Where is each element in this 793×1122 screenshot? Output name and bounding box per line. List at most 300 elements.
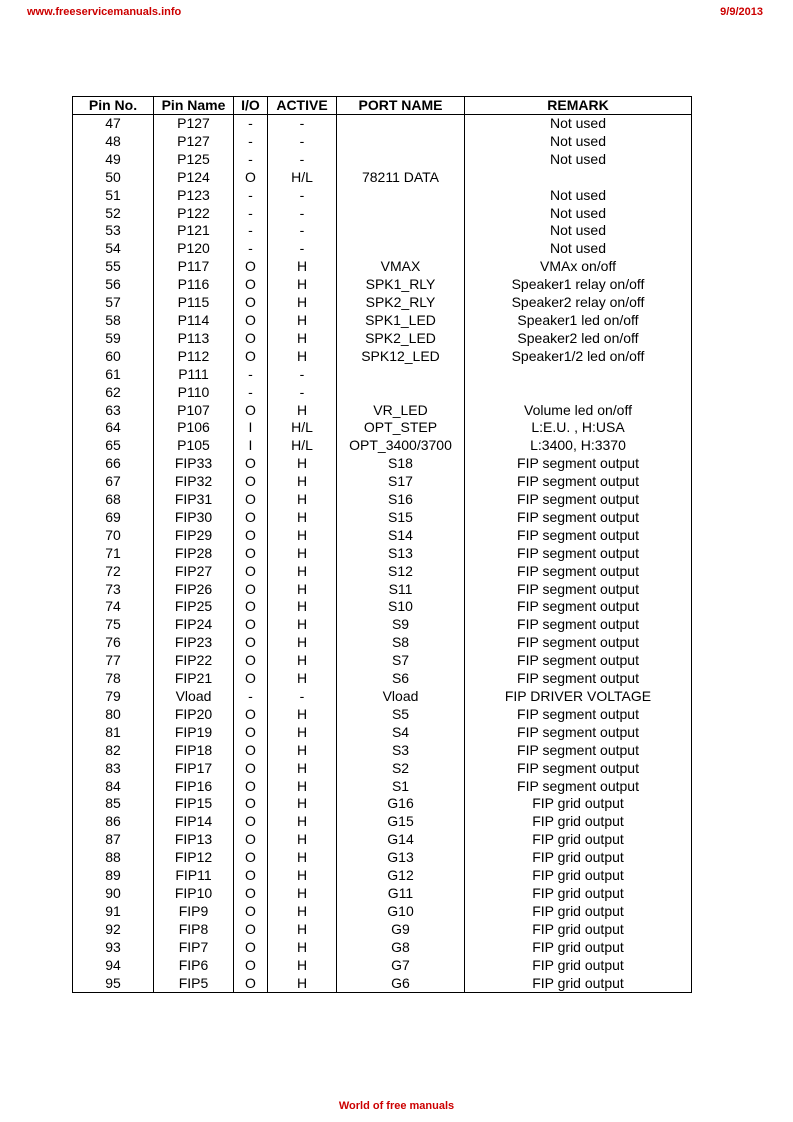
port-name-cell: G9 <box>337 921 465 939</box>
remark-cell: FIP segment output <box>465 670 692 688</box>
pin-name-cell: FIP28 <box>154 545 234 563</box>
active-cell: H <box>268 491 337 509</box>
remark-cell: L:3400, H:3370 <box>465 437 692 455</box>
active-cell: H <box>268 939 337 957</box>
pin-no-cell: 85 <box>73 795 154 813</box>
pin-name-cell: FIP19 <box>154 724 234 742</box>
pin-name-cell: P120 <box>154 240 234 258</box>
pin-name-cell: P117 <box>154 258 234 276</box>
table-row <box>73 348 692 366</box>
port-name-cell <box>337 205 465 223</box>
pin-name-cell: FIP21 <box>154 670 234 688</box>
remark-cell: Not used <box>465 187 692 205</box>
pin-no-cell: 69 <box>73 509 154 527</box>
io-cell: O <box>234 616 268 634</box>
active-cell: H <box>268 849 337 867</box>
active-cell: H/L <box>268 169 337 187</box>
pin-no-cell: 56 <box>73 276 154 294</box>
active-cell: H <box>268 294 337 312</box>
table-row <box>73 545 692 563</box>
table-row <box>73 778 692 796</box>
io-cell: O <box>234 527 268 545</box>
pin-no-cell: 81 <box>73 724 154 742</box>
port-name-cell: S5 <box>337 706 465 724</box>
port-name-cell: G6 <box>337 975 465 993</box>
pin-name-cell: FIP10 <box>154 885 234 903</box>
table-row <box>73 455 692 473</box>
pin-no-cell: 48 <box>73 133 154 151</box>
active-cell: - <box>268 115 337 133</box>
active-cell: H <box>268 312 337 330</box>
table-row <box>73 169 692 187</box>
port-name-cell: S18 <box>337 455 465 473</box>
io-cell: O <box>234 491 268 509</box>
active-cell: H <box>268 706 337 724</box>
remark-cell: FIP segment output <box>465 527 692 545</box>
active-cell: H <box>268 581 337 599</box>
remark-cell: Speaker1 relay on/off <box>465 276 692 294</box>
port-name-cell <box>337 384 465 402</box>
pin-name-cell: P122 <box>154 205 234 223</box>
pin-no-cell: 51 <box>73 187 154 205</box>
active-cell: H <box>268 402 337 420</box>
table-row <box>73 222 692 240</box>
active-cell: H <box>268 276 337 294</box>
remark-cell: FIP segment output <box>465 455 692 473</box>
pin-name-cell: P105 <box>154 437 234 455</box>
io-cell: - <box>234 187 268 205</box>
active-cell: H <box>268 760 337 778</box>
pin-name-cell: FIP8 <box>154 921 234 939</box>
pin-name-cell: FIP15 <box>154 795 234 813</box>
remark-cell: FIP segment output <box>465 706 692 724</box>
active-cell: - <box>268 222 337 240</box>
pin-no-cell: 70 <box>73 527 154 545</box>
remark-cell: FIP grid output <box>465 957 692 975</box>
remark-cell: FIP segment output <box>465 598 692 616</box>
io-cell: O <box>234 885 268 903</box>
io-cell: O <box>234 276 268 294</box>
pin-name-cell: FIP26 <box>154 581 234 599</box>
pin-no-cell: 88 <box>73 849 154 867</box>
remark-cell: VMAx on/off <box>465 258 692 276</box>
remark-cell: FIP grid output <box>465 867 692 885</box>
port-name-cell: VR_LED <box>337 402 465 420</box>
table-row <box>73 133 692 151</box>
active-cell: H <box>268 957 337 975</box>
table-row <box>73 151 692 169</box>
col-header-active: ACTIVE <box>268 97 337 115</box>
io-cell: O <box>234 402 268 420</box>
remark-cell: Not used <box>465 151 692 169</box>
pin-name-cell: FIP12 <box>154 849 234 867</box>
io-cell: - <box>234 240 268 258</box>
pin-name-cell: FIP27 <box>154 563 234 581</box>
io-cell: O <box>234 957 268 975</box>
port-name-cell: VMAX <box>337 258 465 276</box>
table-body <box>73 115 692 993</box>
remark-cell: FIP grid output <box>465 795 692 813</box>
pin-no-cell: 83 <box>73 760 154 778</box>
io-cell: O <box>234 473 268 491</box>
table-row <box>73 437 692 455</box>
io-cell: - <box>234 133 268 151</box>
active-cell: H <box>268 563 337 581</box>
pin-no-cell: 55 <box>73 258 154 276</box>
io-cell: O <box>234 598 268 616</box>
pin-name-cell: FIP18 <box>154 742 234 760</box>
port-name-cell: G12 <box>337 867 465 885</box>
active-cell: H <box>268 885 337 903</box>
col-header-port-name: PORT NAME <box>337 97 465 115</box>
remark-cell: FIP segment output <box>465 491 692 509</box>
table-row <box>73 831 692 849</box>
pin-name-cell: P125 <box>154 151 234 169</box>
table-row <box>73 366 692 384</box>
remark-cell: FIP grid output <box>465 849 692 867</box>
footer-text: World of free manuals <box>338 1100 455 1112</box>
port-name-cell: SPK12_LED <box>337 348 465 366</box>
port-name-cell: S16 <box>337 491 465 509</box>
remark-cell: FIP segment output <box>465 545 692 563</box>
port-name-cell: 78211 DATA <box>337 169 465 187</box>
io-cell: - <box>234 366 268 384</box>
io-cell: O <box>234 724 268 742</box>
pin-name-cell: FIP7 <box>154 939 234 957</box>
io-cell: O <box>234 903 268 921</box>
pin-name-cell: P115 <box>154 294 234 312</box>
pin-no-cell: 60 <box>73 348 154 366</box>
port-name-cell: SPK1_RLY <box>337 276 465 294</box>
pin-name-cell: FIP32 <box>154 473 234 491</box>
col-header-pin-name: Pin Name <box>154 97 234 115</box>
table-row <box>73 258 692 276</box>
port-name-cell: S3 <box>337 742 465 760</box>
port-name-cell: G7 <box>337 957 465 975</box>
active-cell: H <box>268 795 337 813</box>
table-row <box>73 688 692 706</box>
port-name-cell <box>337 187 465 205</box>
remark-cell: Not used <box>465 205 692 223</box>
port-name-cell: G13 <box>337 849 465 867</box>
table-row <box>73 885 692 903</box>
pin-no-cell: 91 <box>73 903 154 921</box>
col-header-remark: REMARK <box>465 97 692 115</box>
pin-no-cell: 87 <box>73 831 154 849</box>
pin-no-cell: 94 <box>73 957 154 975</box>
port-name-cell: S17 <box>337 473 465 491</box>
pin-no-cell: 78 <box>73 670 154 688</box>
port-name-cell: S12 <box>337 563 465 581</box>
io-cell: - <box>234 151 268 169</box>
active-cell: H <box>268 867 337 885</box>
pin-name-cell: FIP33 <box>154 455 234 473</box>
table-row <box>73 581 692 599</box>
table-row <box>73 402 692 420</box>
pin-no-cell: 49 <box>73 151 154 169</box>
pin-no-cell: 53 <box>73 222 154 240</box>
remark-cell: Speaker2 relay on/off <box>465 294 692 312</box>
pin-no-cell: 64 <box>73 419 154 437</box>
table-row <box>73 849 692 867</box>
io-cell: O <box>234 581 268 599</box>
port-name-cell: S11 <box>337 581 465 599</box>
port-name-cell: S15 <box>337 509 465 527</box>
io-cell: O <box>234 258 268 276</box>
pin-name-cell: FIP13 <box>154 831 234 849</box>
active-cell: H <box>268 545 337 563</box>
pin-name-cell: P127 <box>154 115 234 133</box>
pin-name-cell: FIP31 <box>154 491 234 509</box>
pin-name-cell: P106 <box>154 419 234 437</box>
active-cell: H <box>268 598 337 616</box>
table-row <box>73 384 692 402</box>
pin-no-cell: 59 <box>73 330 154 348</box>
remark-cell: Not used <box>465 222 692 240</box>
remark-cell: FIP segment output <box>465 634 692 652</box>
pin-name-cell: FIP17 <box>154 760 234 778</box>
io-cell: - <box>234 115 268 133</box>
active-cell: H <box>268 670 337 688</box>
io-cell: - <box>234 222 268 240</box>
pin-name-cell: FIP5 <box>154 975 234 993</box>
remark-cell: FIP segment output <box>465 581 692 599</box>
pin-name-cell: FIP6 <box>154 957 234 975</box>
remark-cell: FIP grid output <box>465 903 692 921</box>
pin-no-cell: 84 <box>73 778 154 796</box>
pin-name-cell: FIP22 <box>154 652 234 670</box>
table-row <box>73 760 692 778</box>
active-cell: H <box>268 903 337 921</box>
remark-cell: FIP segment output <box>465 563 692 581</box>
io-cell: O <box>234 509 268 527</box>
table-row <box>73 187 692 205</box>
remark-cell: FIP grid output <box>465 939 692 957</box>
pin-name-cell: FIP23 <box>154 634 234 652</box>
header-date: 9/9/2013 <box>720 6 763 18</box>
port-name-cell: SPK2_RLY <box>337 294 465 312</box>
pin-no-cell: 67 <box>73 473 154 491</box>
port-name-cell: S6 <box>337 670 465 688</box>
table-row <box>73 312 692 330</box>
io-cell: O <box>234 975 268 993</box>
pin-no-cell: 95 <box>73 975 154 993</box>
remark-cell: FIP segment output <box>465 616 692 634</box>
port-name-cell: S4 <box>337 724 465 742</box>
table-row <box>73 706 692 724</box>
active-cell: H <box>268 348 337 366</box>
io-cell: O <box>234 348 268 366</box>
io-cell: O <box>234 760 268 778</box>
io-cell: O <box>234 921 268 939</box>
table-row <box>73 240 692 258</box>
active-cell: - <box>268 688 337 706</box>
port-name-cell: Vload <box>337 688 465 706</box>
remark-cell: Speaker1/2 led on/off <box>465 348 692 366</box>
port-name-cell: SPK1_LED <box>337 312 465 330</box>
pin-no-cell: 79 <box>73 688 154 706</box>
pin-no-cell: 66 <box>73 455 154 473</box>
port-name-cell: S13 <box>337 545 465 563</box>
port-name-cell: S14 <box>337 527 465 545</box>
io-cell: O <box>234 939 268 957</box>
port-name-cell: G8 <box>337 939 465 957</box>
remark-cell: FIP segment output <box>465 778 692 796</box>
pin-name-cell: P110 <box>154 384 234 402</box>
pin-no-cell: 71 <box>73 545 154 563</box>
active-cell: H <box>268 778 337 796</box>
pin-name-cell: FIP16 <box>154 778 234 796</box>
table-row <box>73 616 692 634</box>
pin-name-cell: P113 <box>154 330 234 348</box>
port-name-cell: SPK2_LED <box>337 330 465 348</box>
table-row <box>73 563 692 581</box>
remark-cell: FIP segment output <box>465 652 692 670</box>
port-name-cell: OPT_STEP <box>337 419 465 437</box>
pin-name-cell: P124 <box>154 169 234 187</box>
table-row <box>73 419 692 437</box>
port-name-cell: G14 <box>337 831 465 849</box>
active-cell: H <box>268 634 337 652</box>
pin-no-cell: 92 <box>73 921 154 939</box>
table-row <box>73 813 692 831</box>
header-site-link[interactable]: www.freeservicemanuals.info <box>27 6 182 18</box>
pin-name-cell: P107 <box>154 402 234 420</box>
table-row <box>73 205 692 223</box>
port-name-cell <box>337 366 465 384</box>
pin-no-cell: 80 <box>73 706 154 724</box>
port-name-cell <box>337 115 465 133</box>
pin-no-cell: 57 <box>73 294 154 312</box>
port-name-cell: S9 <box>337 616 465 634</box>
remark-cell: Speaker2 led on/off <box>465 330 692 348</box>
io-cell: O <box>234 706 268 724</box>
table-row <box>73 330 692 348</box>
active-cell: - <box>268 187 337 205</box>
pin-no-cell: 54 <box>73 240 154 258</box>
col-header-io: I/O <box>234 97 268 115</box>
port-name-cell: S7 <box>337 652 465 670</box>
table-row <box>73 975 692 993</box>
port-name-cell: S10 <box>337 598 465 616</box>
table-row <box>73 903 692 921</box>
table-row <box>73 724 692 742</box>
pin-no-cell: 82 <box>73 742 154 760</box>
pin-name-cell: FIP11 <box>154 867 234 885</box>
pin-no-cell: 58 <box>73 312 154 330</box>
table-row <box>73 294 692 312</box>
table-row <box>73 742 692 760</box>
port-name-cell: G15 <box>337 813 465 831</box>
active-cell: H <box>268 509 337 527</box>
active-cell: H <box>268 975 337 993</box>
io-cell: O <box>234 634 268 652</box>
io-cell: O <box>234 563 268 581</box>
active-cell: H <box>268 742 337 760</box>
remark-cell: FIP segment output <box>465 724 692 742</box>
pin-no-cell: 61 <box>73 366 154 384</box>
table-row <box>73 670 692 688</box>
port-name-cell: OPT_3400/3700 <box>337 437 465 455</box>
io-cell: - <box>234 688 268 706</box>
remark-cell: Not used <box>465 133 692 151</box>
remark-cell: FIP segment output <box>465 742 692 760</box>
remark-cell <box>465 366 692 384</box>
pin-no-cell: 62 <box>73 384 154 402</box>
pin-no-cell: 86 <box>73 813 154 831</box>
pin-name-cell: P114 <box>154 312 234 330</box>
remark-cell: FIP grid output <box>465 921 692 939</box>
pin-name-cell: FIP14 <box>154 813 234 831</box>
active-cell: H/L <box>268 419 337 437</box>
io-cell: O <box>234 813 268 831</box>
pin-table <box>72 96 692 993</box>
port-name-cell <box>337 222 465 240</box>
active-cell: H <box>268 616 337 634</box>
pin-name-cell: P127 <box>154 133 234 151</box>
io-cell: O <box>234 455 268 473</box>
table-row <box>73 921 692 939</box>
pin-name-cell: P123 <box>154 187 234 205</box>
table-row <box>73 795 692 813</box>
io-cell: O <box>234 294 268 312</box>
remark-cell <box>465 169 692 187</box>
remark-cell <box>465 384 692 402</box>
pin-no-cell: 77 <box>73 652 154 670</box>
io-cell: O <box>234 795 268 813</box>
port-name-cell: S2 <box>337 760 465 778</box>
active-cell: - <box>268 205 337 223</box>
pin-name-cell: FIP30 <box>154 509 234 527</box>
table-row <box>73 598 692 616</box>
active-cell: - <box>268 384 337 402</box>
remark-cell: FIP grid output <box>465 831 692 849</box>
pin-name-cell: P112 <box>154 348 234 366</box>
port-name-cell <box>337 151 465 169</box>
io-cell: O <box>234 169 268 187</box>
remark-cell: FIP grid output <box>465 813 692 831</box>
pin-no-cell: 75 <box>73 616 154 634</box>
remark-cell: Volume led on/off <box>465 402 692 420</box>
active-cell: - <box>268 151 337 169</box>
port-name-cell <box>337 240 465 258</box>
remark-cell: FIP grid output <box>465 975 692 993</box>
port-name-cell: S8 <box>337 634 465 652</box>
active-cell: H/L <box>268 437 337 455</box>
table-row <box>73 276 692 294</box>
pin-no-cell: 76 <box>73 634 154 652</box>
pin-no-cell: 73 <box>73 581 154 599</box>
port-name-cell: G10 <box>337 903 465 921</box>
io-cell: I <box>234 437 268 455</box>
active-cell: H <box>268 455 337 473</box>
pin-no-cell: 90 <box>73 885 154 903</box>
io-cell: - <box>234 205 268 223</box>
io-cell: O <box>234 670 268 688</box>
pin-no-cell: 68 <box>73 491 154 509</box>
pin-no-cell: 50 <box>73 169 154 187</box>
active-cell: - <box>268 240 337 258</box>
pin-no-cell: 74 <box>73 598 154 616</box>
active-cell: H <box>268 724 337 742</box>
io-cell: O <box>234 545 268 563</box>
io-cell: O <box>234 742 268 760</box>
active-cell: - <box>268 366 337 384</box>
active-cell: H <box>268 921 337 939</box>
active-cell: H <box>268 527 337 545</box>
io-cell: O <box>234 867 268 885</box>
port-name-cell: G16 <box>337 795 465 813</box>
